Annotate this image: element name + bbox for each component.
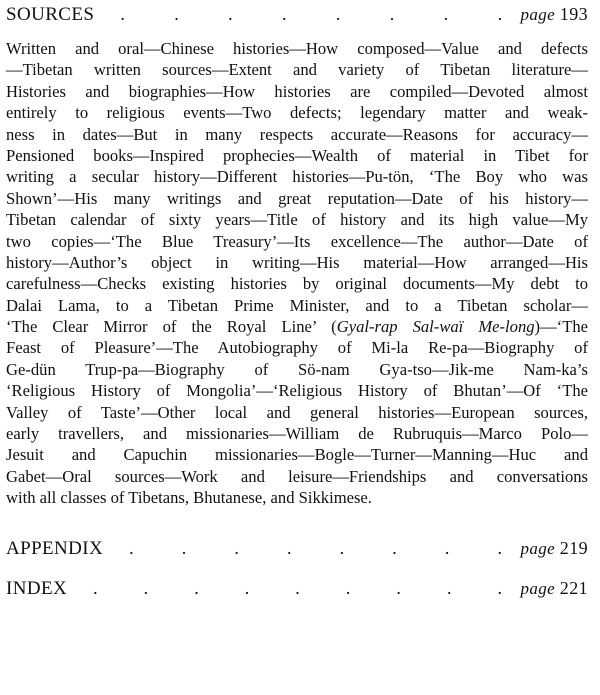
summary-line <box>6 359 588 380</box>
summary-line <box>6 124 588 145</box>
toc-title-index: INDEX <box>6 578 68 599</box>
summary-text: Gabet—Oral sources—Work and leisure—Friendships and conversations <box>6 466 588 486</box>
summary-line <box>6 380 588 401</box>
toc-title-sources: SOURCES <box>6 4 95 25</box>
summary-line <box>6 166 588 187</box>
toc-page-appendix <box>520 538 588 559</box>
summary-text: —Tibetan written sources—Extent and variety of Tibetan literature— <box>6 60 588 80</box>
summary-text: entirely to religious events—Two defects; legendary matter and weak- <box>6 103 588 123</box>
summary-text: two copies—‘The Blue Treasury’—Its excellence—The author—Date of <box>6 231 588 251</box>
toc-page-index <box>520 578 588 599</box>
page-number: 221 <box>559 578 588 598</box>
summary-text: carefulness—Checks existing histories by original documents—My debt to <box>6 274 588 294</box>
toc-entry-appendix <box>6 538 588 566</box>
summary-text: ‘Religious History of Mongolia’—‘Religious History of Bhutan’—Of ‘The <box>6 381 588 401</box>
summary-line <box>6 59 588 80</box>
toc-page-sources <box>520 4 588 25</box>
summary-line <box>6 209 588 230</box>
summary-text: ness in dates—But in many respects accurate—Reasons for accuracy— <box>6 124 588 144</box>
summary-text: with all classes of Tibetans, Bhutanese, and Sikkimese. <box>6 488 372 508</box>
summary-text: history—Author’s object in writing—His material—How arranged—His <box>6 252 588 272</box>
summary-line <box>6 188 588 209</box>
summary-line <box>6 337 588 358</box>
toc-entry-sources <box>6 4 588 32</box>
summary-text: early travellers, and missionaries—William de Rubruquis—Marco Polo— <box>6 424 588 444</box>
summary-text: Dalai Lama, to a Tibetan Prime Minister, and to a Tibetan scholar— <box>6 295 588 315</box>
summary-line <box>6 423 588 444</box>
summary-line <box>6 81 588 102</box>
summary-line <box>6 316 588 337</box>
summary-text: Tibetan calendar of sixty years—Title of history and its high value—My <box>6 210 588 230</box>
page-prefix: page <box>520 579 556 598</box>
summary-line <box>6 145 588 166</box>
summary-line <box>6 252 588 273</box>
page-prefix: page <box>520 539 556 558</box>
toc-entry-index <box>6 578 588 606</box>
sources-summary <box>6 38 588 509</box>
summary-line <box>6 295 588 316</box>
summary-text: Histories and biographies—How histories are compiled—Devoted almost <box>6 81 588 101</box>
summary-text: Jesuit and Capuchin missionaries—Bogle—Turner—Manning—Huc and <box>6 445 588 465</box>
summary-line <box>6 487 588 508</box>
leader-dots: . . . . . . . . <box>120 4 503 24</box>
leader-dots: . . . . . . . . <box>129 538 503 558</box>
leader-dots: . . . . . . . . . <box>93 578 503 598</box>
summary-line <box>6 102 588 123</box>
summary-text: Shown’—His many writings and great reputation—Date of his history— <box>6 188 588 208</box>
summary-line <box>6 231 588 252</box>
toc-title-appendix: APPENDIX <box>6 538 104 559</box>
summary-line <box>6 466 588 487</box>
page-number: 219 <box>559 538 588 558</box>
summary-text: )—‘The <box>534 317 588 337</box>
summary-text: Written and oral—Chinese histories—How composed—Value and defects <box>6 39 588 58</box>
summary-line <box>6 402 588 423</box>
page-number: 193 <box>559 4 588 24</box>
summary-text: writing a secular history—Different histories—Pu-tön, ‘The Boy who was <box>6 167 588 187</box>
page-prefix: page <box>520 5 556 24</box>
summary-text: Pensioned books—Inspired prophecies—Wealth of material in Tibet for <box>6 145 588 165</box>
summary-line <box>6 444 588 465</box>
summary-text: ‘The Clear Mirror of the Royal Line’ ( <box>6 317 337 337</box>
summary-line <box>6 273 588 294</box>
summary-text: Feast of Pleasure’—The Autobiography of Mi-la Re-pa—Biography of <box>6 338 588 358</box>
summary-text: Ge-dün Trup-pa—Biography of Sö-nam Gya-tso—Jik-me Nam-ka’s <box>6 359 588 379</box>
summary-text: Valley of Taste’—Other local and general histories—European sources, <box>6 402 588 422</box>
summary-italic-title: Gyal-rap Sal-waï Me-long <box>336 317 535 337</box>
summary-line <box>6 38 588 59</box>
